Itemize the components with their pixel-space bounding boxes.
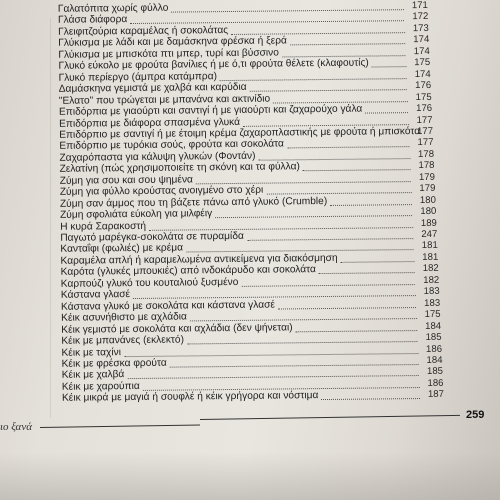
running-title: ιο ξανά (0, 421, 32, 433)
entry-page-number: 187 (427, 389, 445, 401)
entry-title: "Ελατο" που τρώγεται με μπανάνα και ακτινίδιο (58, 93, 271, 107)
entry-title: Κέικ με ταχίνι (61, 346, 122, 359)
entry-page-number: 172 (412, 11, 429, 23)
entry-title: Κέικ με χαρούπια (61, 380, 140, 393)
entry-page-number: 179 (419, 183, 436, 195)
dot-leader (321, 398, 420, 400)
entry-page-number: 174 (414, 68, 431, 80)
entry-title: Κέικ με φρέσκα φρούτα (61, 357, 167, 370)
entry-title: Γλύκισμα με μπισκότα πτι μπερ, τυρί και βύσσινο (58, 47, 279, 61)
entry-page-number: 185 (426, 366, 444, 378)
entry-title: Δαμάσκηνα γεμιστά με χαλβά και καρύδια (58, 81, 247, 95)
entry-page-number: 186 (427, 377, 444, 389)
entry-title: Επιδόρπιο με σαντιγί ή με έτοιμη κρέμα ζαχαροπλαστικής με φρούτα ή μπισκότα (59, 125, 421, 141)
entry-page-number: 182 (423, 274, 440, 286)
entry-title: Γλάσα διάφορα (57, 14, 128, 27)
entry-page-number: 180 (419, 194, 436, 206)
entry-title: Κέικ γεμιστό με σοκολάτα και αχλάδια (δεν ψήνεται) (61, 321, 293, 336)
entry-title: Κέικ μικρά με μαγιά ή σουφλέ ή κέικ γρήγορα και νόστιμα (61, 390, 319, 405)
entry-title: Ζαχαρόπαστα για κάλυψη γλυκών (Φοντάν) (59, 150, 256, 164)
entry-title: Κάστανα γλασέ (60, 289, 131, 302)
dot-leader (365, 112, 408, 113)
entry-page-number: 174 (413, 45, 430, 57)
entry-page-number: 177 (417, 137, 434, 149)
entry-title: Κέικ με μπανάνες (εκλεκτό) (61, 334, 185, 347)
entry-title: Ζελατίνη (πώς χρησιμοποιείτε τη σκόνη και τα φύλλα) (59, 161, 300, 176)
entry-page-number: 189 (420, 217, 437, 229)
entry-page-number: 174 (413, 34, 430, 46)
dot-leader (372, 66, 407, 67)
entry-title: Ζύμη σαν άμμος που τη βάζετε πάνω από γλυκό (Crumble) (59, 195, 328, 210)
entry-page-number: 173 (412, 22, 429, 34)
entry-title: Κανταΐφι (φωλιές) με κρέμα (60, 242, 184, 256)
entry-page-number: 171 (411, 0, 428, 12)
entry-title: Καραμέλα απλή ή καραμελωμένα αντικείμενα για διακόσμηση (60, 252, 338, 267)
entry-page-number: 178 (417, 148, 435, 160)
entry-page-number: 177 (416, 125, 434, 137)
entry-title: Καρότα (γλυκές μπουκιές) από ινδοκάρυδο και σοκολάτα (60, 264, 316, 279)
entry-title: Γλειφιτζούρια καραμέλας ή σοκολάτας (58, 24, 229, 38)
entry-title: Κέικ με χαλβά (61, 369, 125, 382)
entry-title: Γλυκό περίεργο (άμπρα κατάμπρα) (58, 70, 218, 84)
index-entry (62, 389, 446, 405)
entry-page-number: 175 (415, 91, 432, 103)
entry-page-number: 176 (415, 80, 432, 92)
entry-title: Ζύμη σφολιάτα εύκολη για μιλφέιγ (59, 208, 213, 221)
entry-page-number: 180 (420, 205, 437, 218)
entry-page-number: 175 (424, 308, 441, 321)
entry-page-number: 176 (416, 102, 433, 115)
entry-page-number: 186 (425, 343, 443, 355)
entry-title: Επιδόρπια με γιαούρτι και σαντιγί ή με γιαούρτι και ζαχαρούχο γάλα (58, 103, 363, 118)
entry-title: Παγωτό μαρέγκα-σοκολάτα σε πυραμίδα (60, 230, 244, 244)
entry-page-number: 183 (423, 286, 440, 298)
entry-page-number: 181 (422, 251, 439, 263)
entry-title: Επιδόρπια με διάφορα σπασμένα γλυκά (59, 116, 241, 130)
entry-title: Καρπούζι γλυκό του κουταλιού ξυσμένο (60, 276, 239, 290)
entry-title: Ζύμη για σου και σου ψημένα (59, 174, 193, 187)
entry-title: Ζύμη για φύλλο κρούστας ανοιγμένο στο χέρι (59, 184, 264, 198)
entry-page-number: 247 (421, 228, 438, 240)
entry-page-number: 175 (414, 57, 431, 69)
page-shadow (0, 452, 500, 500)
entry-title: Γλύκισμα με λάδι και με δαμάσκηνα φρέσκα ή ξερά (58, 35, 287, 50)
entry-page-number: 183 (424, 297, 441, 309)
entry-title: Η κυρά Σαρακοστή (60, 220, 147, 233)
entry-page-number: 182 (422, 263, 439, 275)
entry-page-number: 184 (425, 320, 442, 332)
entry-page-number: 179 (418, 171, 436, 183)
entry-title: Γαλατόπιτα χωρίς φύλλο (57, 2, 169, 15)
footer-rule-left (40, 424, 200, 428)
dot-leader (341, 261, 415, 263)
entry-page-number: 184 (426, 354, 443, 366)
entry-page-number: 185 (425, 331, 442, 344)
page-number: 259 (466, 409, 485, 421)
entry-page-number: 177 (416, 114, 433, 126)
entry-page-number: 178 (418, 160, 435, 172)
entry-title: Κέικ ασυνήθιστο με αχλάδια (61, 311, 187, 324)
entry-page-number: 181 (421, 240, 438, 252)
entry-title: Επιδόρπιο με τυρόκια σούς, φρούτα και σοκολάτα (59, 138, 284, 153)
entry-title: Κάστανα γλυκό με σοκολάτα και κάστανα γλασέ (60, 299, 275, 313)
entry-title: Γλυκό εύκολο με φρούτα βανίλιες ή με ό,τι φρούτα θέλετε (κλαφουτίς) (58, 57, 369, 73)
